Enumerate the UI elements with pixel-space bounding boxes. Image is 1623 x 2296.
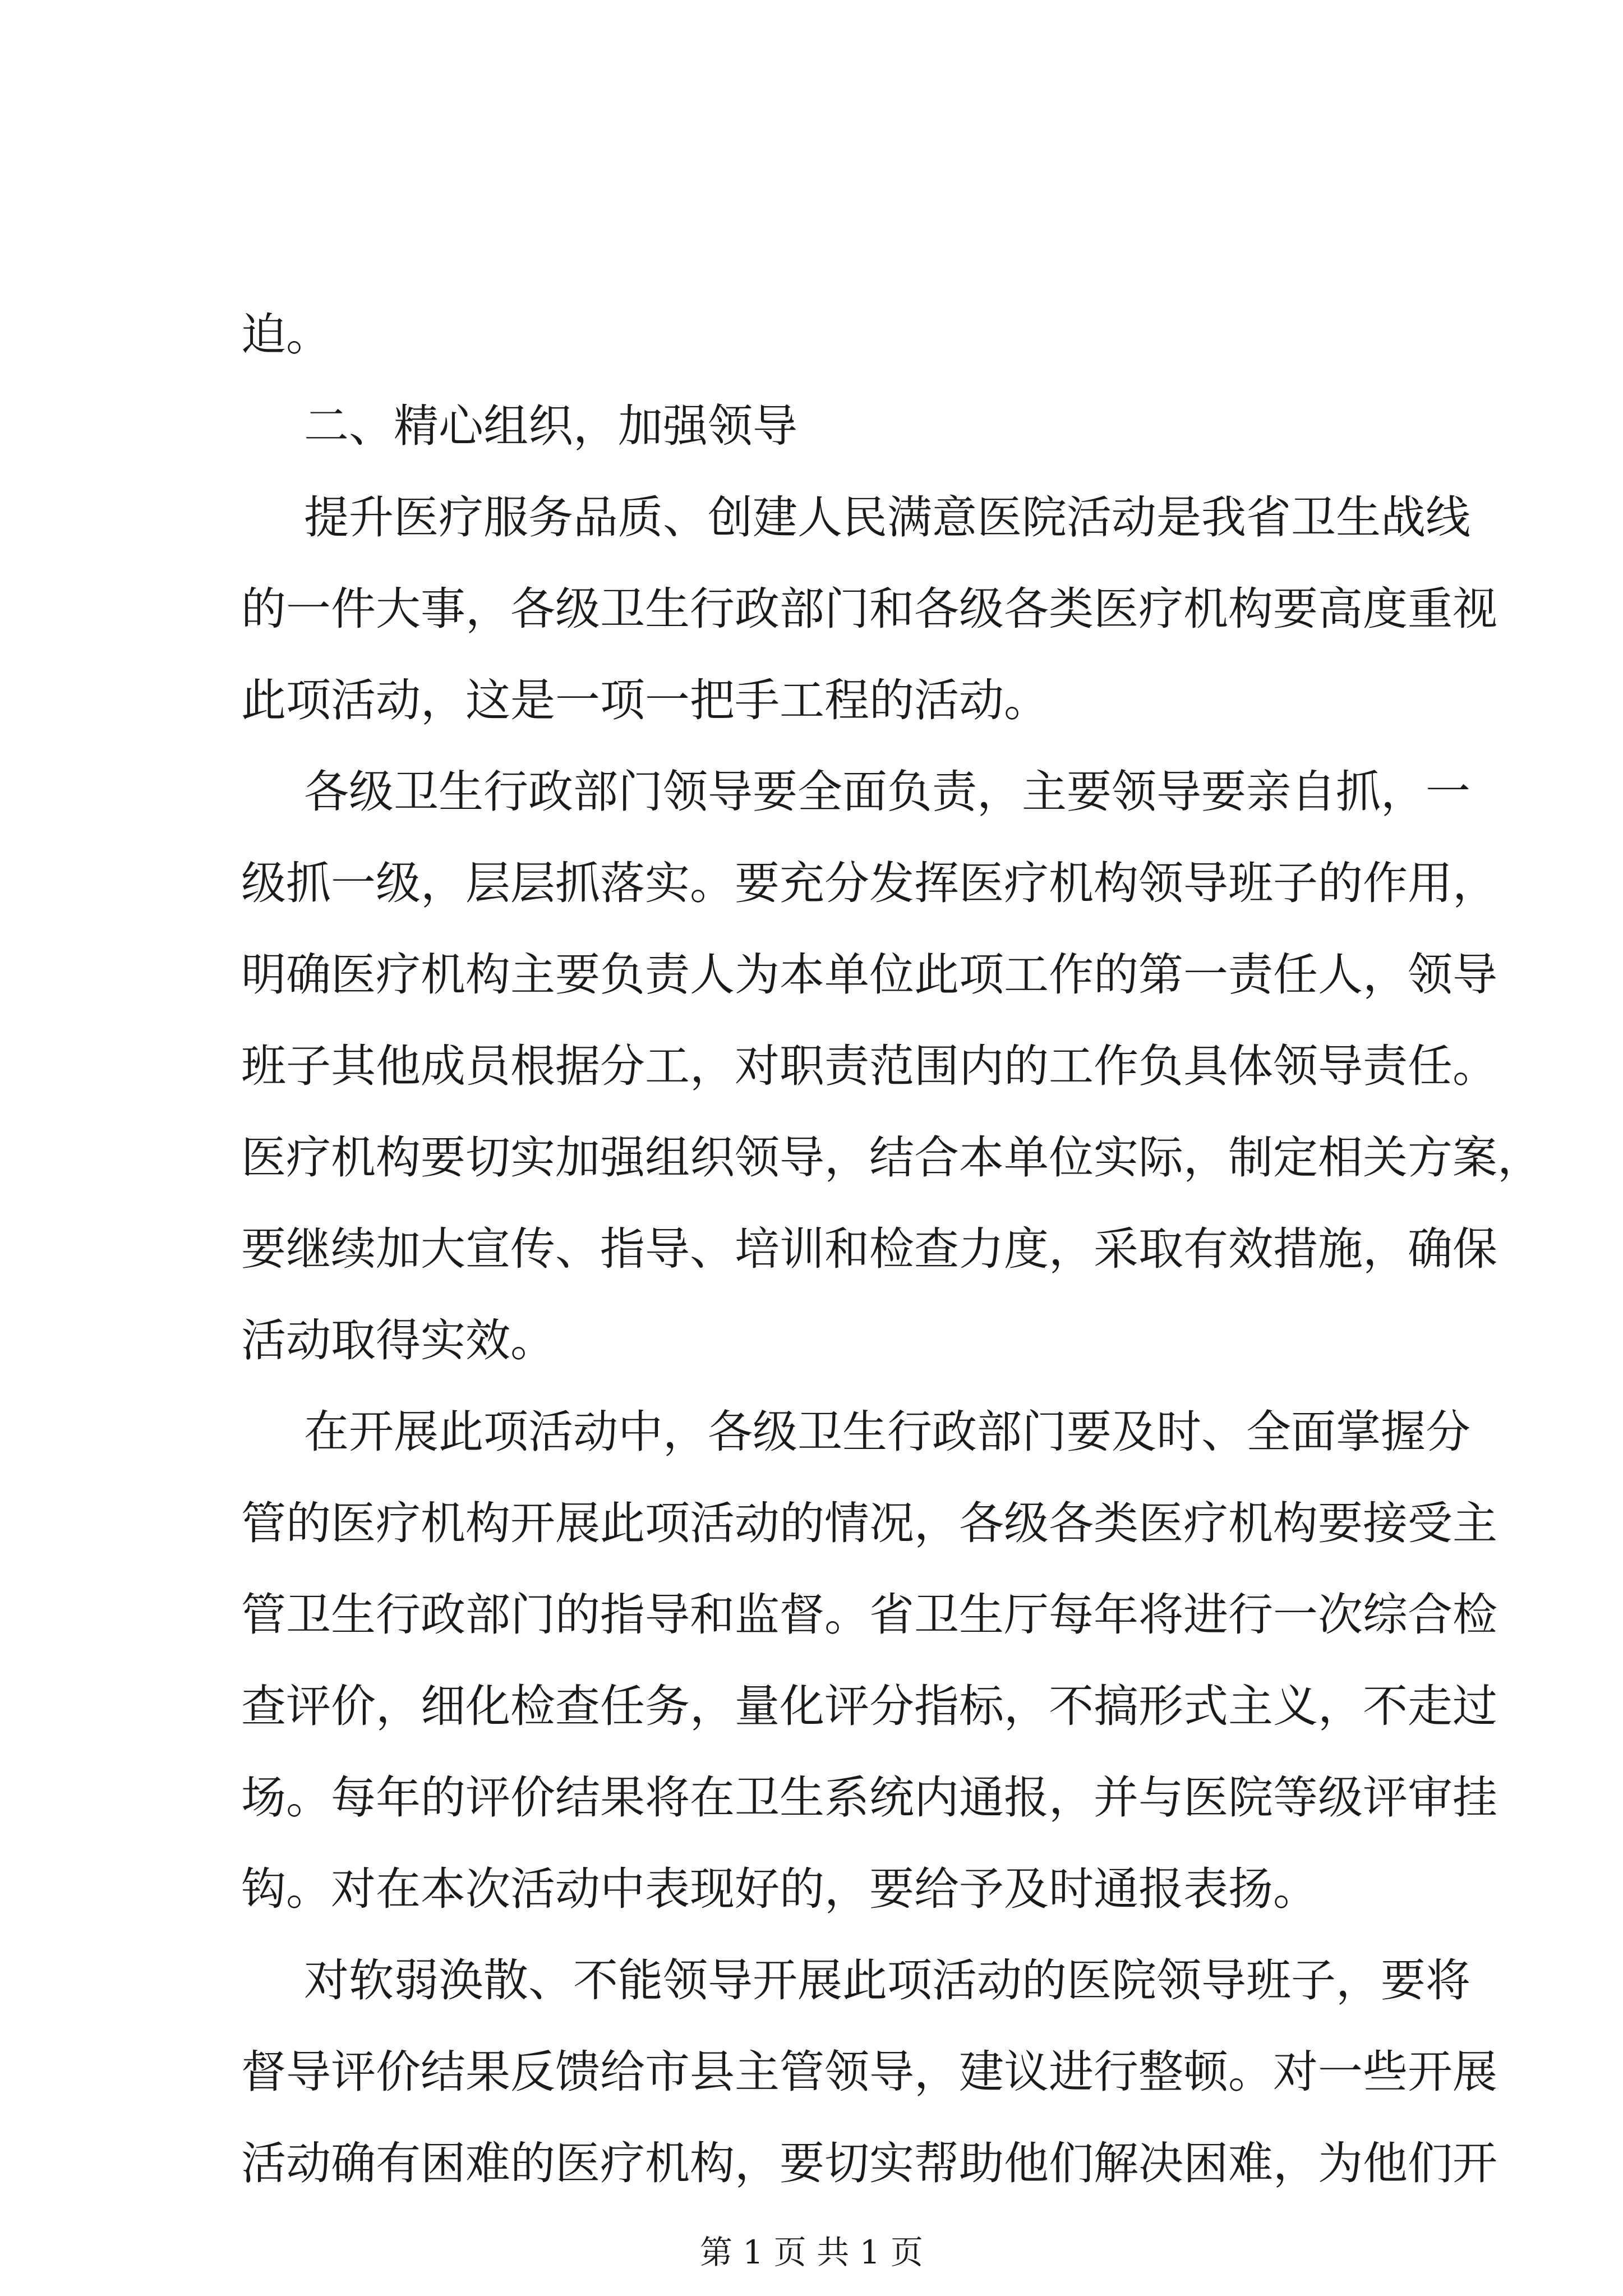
text-line: 管的医疗机构开展此项活动的情况，各级各类医疗机构要接受主	[241, 1497, 1497, 1549]
text-line: 迫。	[241, 309, 331, 361]
text-line: 在开展此项活动中，各级卫生行政部门要及时、全面掌握分	[304, 1406, 1470, 1458]
text-line: 要继续加大宣传、指导、培训和检查力度，采取有效措施，确保	[241, 1223, 1497, 1275]
text-line: 对软弱涣散、不能领导开展此项活动的医院领导班子，要将	[304, 1954, 1470, 2007]
text-line: 班子其他成员根据分工，对职责范围内的工作负具体领导责任。	[241, 1040, 1497, 1092]
text-line: 钩。对在本次活动中表现好的，要给予及时通报表扬。	[241, 1863, 1318, 1915]
text-line: 此项活动，这是一项一把手工程的活动。	[241, 674, 1049, 726]
text-line: 各级卫生行政部门领导要全面负责，主要领导要亲自抓，一	[304, 766, 1470, 818]
text-line: 提升医疗服务品质、创建人民满意医院活动是我省卫生战线	[304, 491, 1470, 544]
text-line: 管卫生行政部门的指导和监督。省卫生厅每年将进行一次综合检	[241, 1589, 1497, 1641]
text-line: 活动确有困难的医疗机构，要切实帮助他们解决困难，为他们开	[241, 2137, 1497, 2189]
text-line: 活动取得实效。	[241, 1314, 555, 1366]
text-line: 查评价，细化检查任务，量化评分指标，不搞形式主义，不走过	[241, 1680, 1497, 1732]
page-footer: 第 1 页 共 1 页	[700, 2233, 923, 2271]
text-line: 明确医疗机构主要负责人为本单位此项工作的第一责任人，领导	[241, 949, 1497, 1001]
text-line: 督导评价结果反馈给市县主管领导，建议进行整顿。对一些开展	[241, 2046, 1497, 2098]
text-line: 医疗机构要切实加强组织领导，结合本单位实际，制定相关方案，	[241, 1131, 1542, 1184]
text-line: 级抓一级，层层抓落实。要充分发挥医疗机构领导班子的作用，	[241, 857, 1497, 909]
section-heading: 二、精心组织，加强领导	[304, 400, 797, 452]
text-line: 场。每年的评价结果将在卫生系统内通报，并与医院等级评审挂	[241, 1772, 1497, 1824]
text-line: 的一件大事，各级卫生行政部门和各级各类医疗机构要高度重视	[241, 583, 1497, 635]
